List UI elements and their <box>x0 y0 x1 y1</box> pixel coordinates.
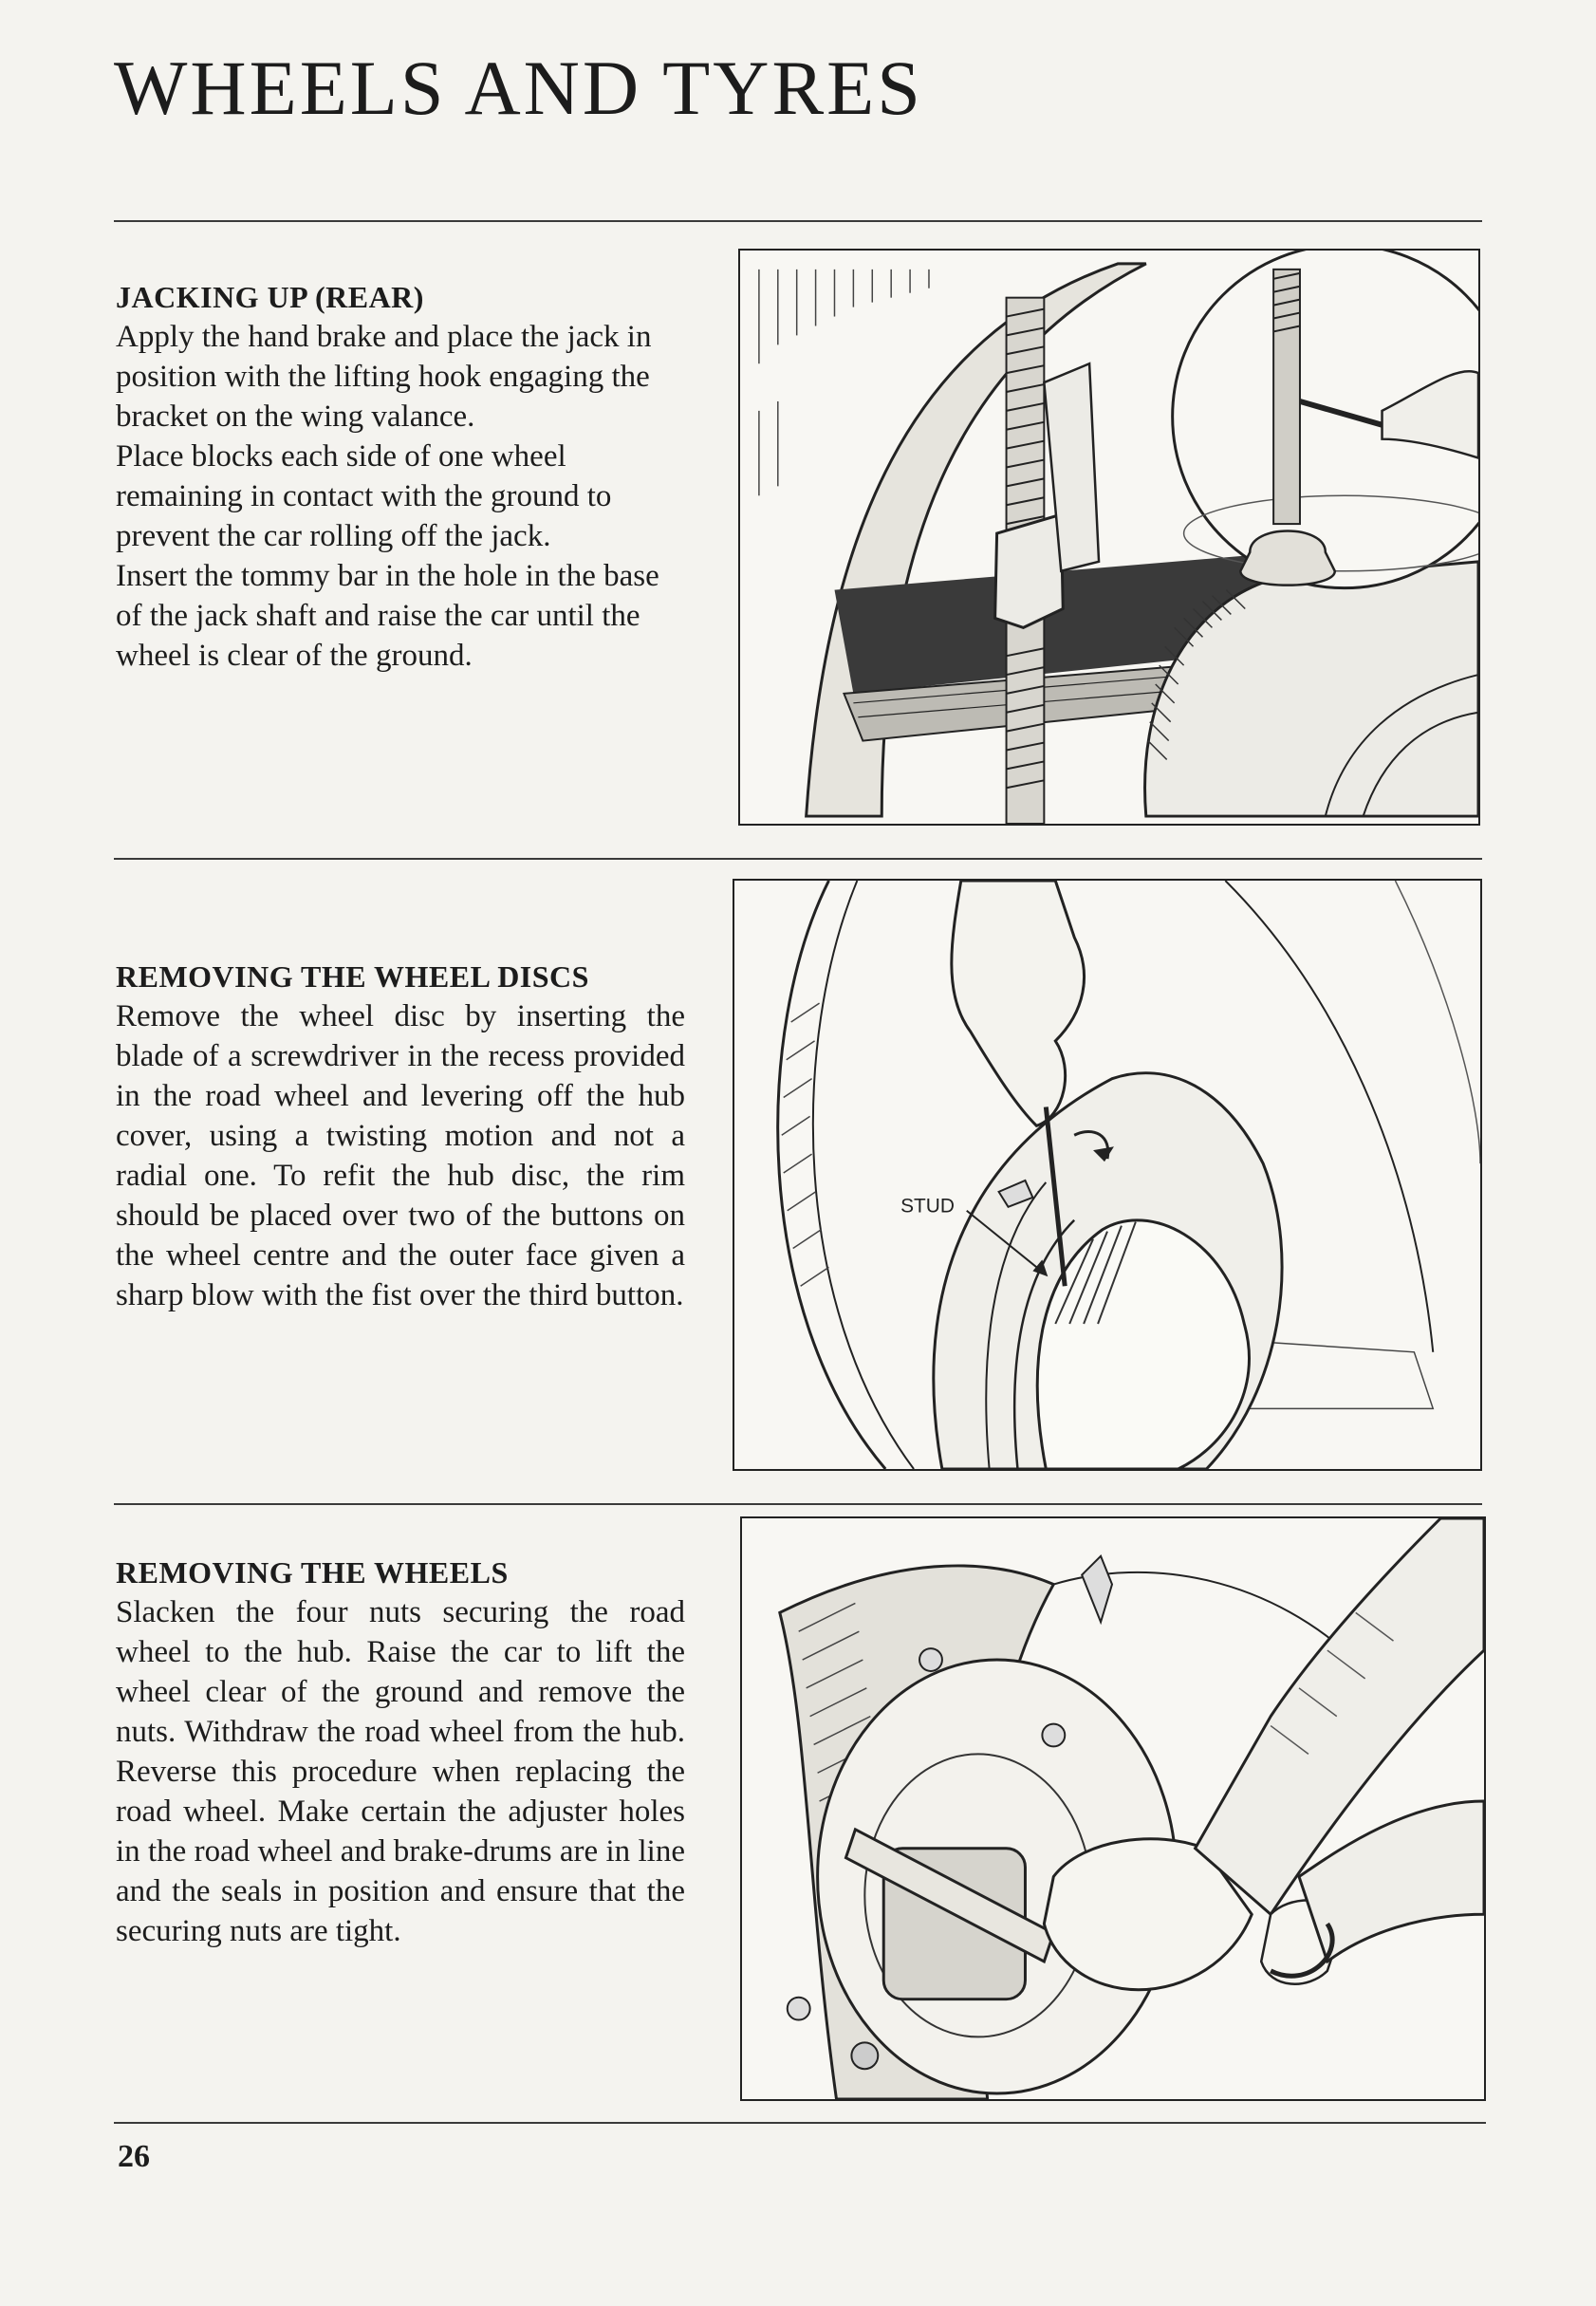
section-removing-wheel-discs <box>116 957 685 1315</box>
wheel-removal-illustration <box>740 1516 1486 2101</box>
stud-label: STUD <box>900 1195 955 1218</box>
section-heading: REMOVING THE WHEELS <box>116 1555 509 1590</box>
wheel-disc-illustration <box>733 879 1482 1471</box>
section-heading: JACKING UP (REAR) <box>116 280 424 314</box>
page-number: 26 <box>118 2139 150 2174</box>
section-jacking-up <box>116 277 685 676</box>
divider <box>114 858 1482 860</box>
section-heading: REMOVING THE WHEEL DISCS <box>116 959 589 994</box>
divider <box>114 2122 1486 2124</box>
section-removing-wheels <box>116 1553 685 1951</box>
paragraph: Apply the hand brake and place the jack in position with the lifting hook engaging the bracket on the wing valance. <box>116 320 652 434</box>
paragraph: Insert the tommy bar in the hole in the base of the jack shaft and raise the car until the wheel is clear of the ground. <box>116 559 659 673</box>
page-title: WHEELS AND TYRES <box>114 45 923 131</box>
divider <box>114 1503 1482 1505</box>
paragraph: Slacken the four nuts securing the road wheel to the hub. Raise the car to lift the wheel clear of the ground and remove the nuts. Withdraw the road wheel from the hub. Reverse this procedure when replacing the road wheel. Make certain the adjuster holes in the road wheel and brake-drums are in line and the seals in position and ensure that the securing nuts are tight. <box>116 1595 685 1948</box>
jack-illustration <box>738 249 1480 826</box>
paragraph: Remove the wheel disc by inserting the blade of a screwdriver in the recess provided in the road wheel and levering off the hub cover, using a twisting motion and not a radial one. To refit the hub disc, the rim should be placed over two of the buttons on the wheel centre and the outer face given a sharp blow with the fist over the third button. <box>116 999 685 1312</box>
divider <box>114 220 1482 222</box>
paragraph: Place blocks each side of one wheel remaining in contact with the ground to prevent the car rolling off the jack. <box>116 439 612 553</box>
